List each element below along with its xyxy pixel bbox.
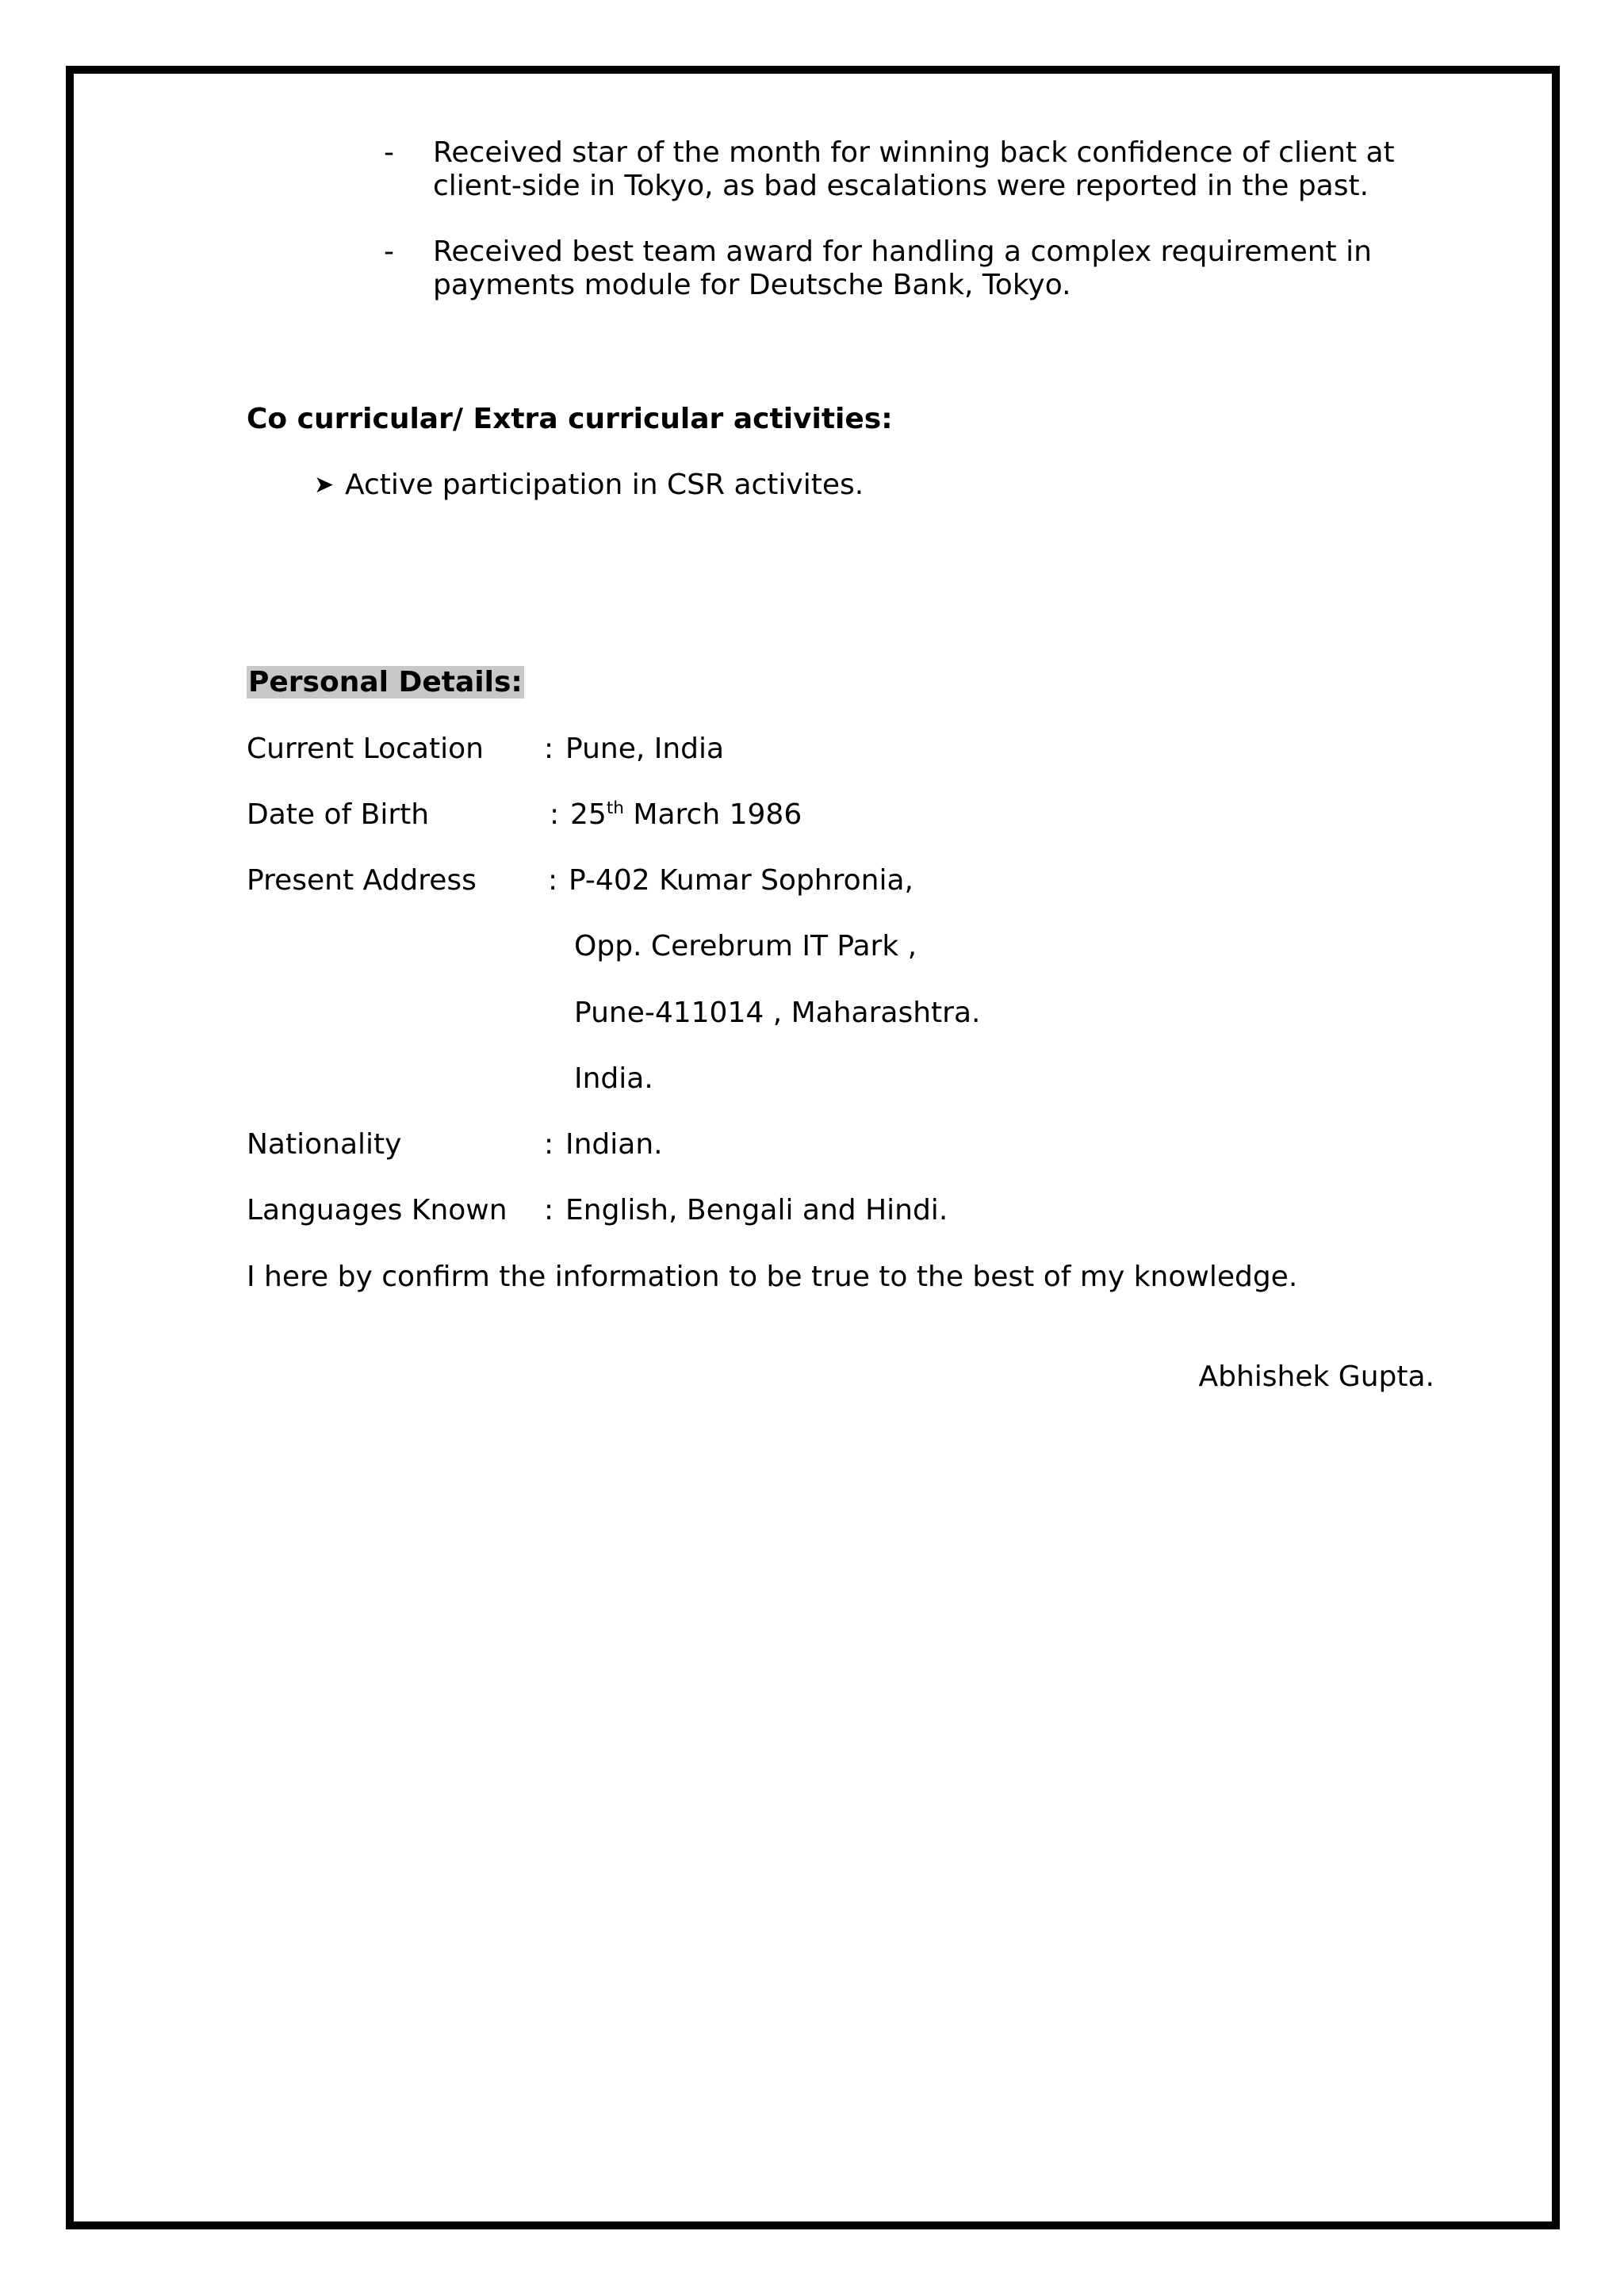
dob-day: 25 (570, 798, 607, 831)
languages-sep: : (544, 1194, 554, 1226)
nationality-value: Indian. (565, 1128, 663, 1161)
dob-rest: March 1986 (633, 798, 802, 831)
personal-details-heading (247, 666, 524, 699)
languages-label: Languages Known (247, 1194, 508, 1226)
heading-highlight: Personal Details: (248, 666, 523, 698)
location-label: Current Location (247, 733, 484, 765)
signature-name: Abhishek Gupta. (1198, 1360, 1434, 1393)
dob-value (570, 798, 802, 832)
award-bullet: - (384, 136, 394, 169)
languages-value: English, Bengali and Hindi. (565, 1194, 948, 1226)
award-item: Received star of the month for winning back confidence of client at client-side in Tokyo, as bad escalations were reported in the past. (433, 136, 1395, 202)
address-line: P-402 Kumar Sophronia, (569, 864, 914, 897)
award-bullet: - (384, 235, 394, 268)
dob-sep: : (550, 798, 560, 831)
address-line: Opp. Cerebrum IT Park , (574, 930, 917, 962)
activity-item: Active participation in CSR activites. (345, 469, 864, 501)
declaration: I here by confirm the information to be true to the best of my knowledge. (247, 1261, 1298, 1293)
location-sep: : (544, 733, 554, 765)
address-line: India. (574, 1062, 653, 1095)
activities-heading: Co curricular/ Extra curricular activities: (247, 403, 893, 435)
location-value: Pune, India (565, 733, 725, 765)
nationality-sep: : (544, 1128, 554, 1161)
arrow-right-icon: ➤ (314, 471, 335, 499)
dob-label: Date of Birth (247, 798, 430, 831)
dob-suffix: th (606, 798, 624, 818)
address-sep: : (548, 864, 558, 897)
address-label: Present Address (247, 864, 477, 897)
nationality-label: Nationality (247, 1128, 402, 1161)
award-item: Received best team award for handling a complex requirement in payments module for Deutsche Bank, Tokyo. (433, 235, 1372, 301)
address-line: Pune-411014 , Maharashtra. (574, 997, 981, 1029)
